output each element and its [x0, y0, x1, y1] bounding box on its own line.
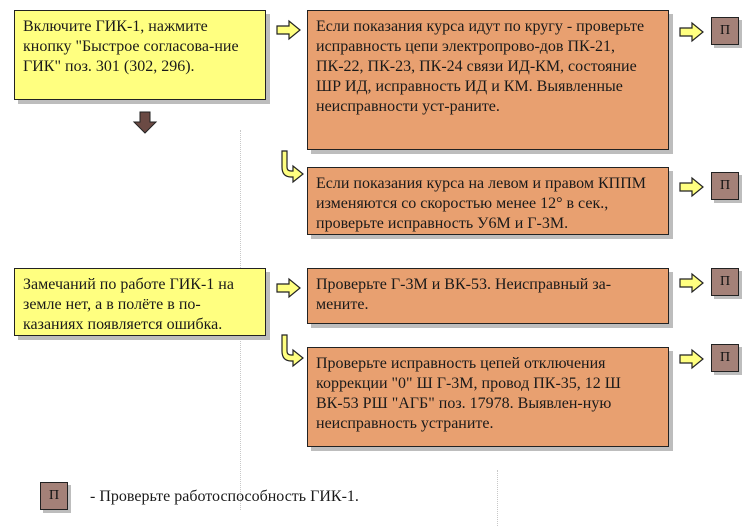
legend-marker: П [40, 482, 68, 510]
action-box-3 [307, 268, 669, 324]
down-arrow-icon [133, 112, 157, 134]
right-arrow-icon [679, 22, 705, 42]
right-arrow-icon [679, 177, 705, 197]
action-text-1: Если показания курса идут по кругу - проверьте исправность цепи электропрово-дов ПК-21, ПК-22, ПК-23, ПК-24 связи ИД-КМ, состояние ШР ИД, исправность ИД и КМ. Выявленные неисправности уст-раните. [316, 18, 645, 115]
bent-arrow-icon [279, 334, 305, 368]
right-arrow-icon [679, 349, 705, 369]
right-arrow-icon [276, 20, 302, 40]
action-text-4: Проверьте исправность цепей отключения коррекции "0" Ш Г-3М, провод ПК-35, 12 Ш ВК-53 РШ "АГБ" поз. 17978. Выявлен-ную неисправность устраните. [316, 355, 621, 432]
action-box-1 [307, 10, 669, 150]
action-text-3: Проверьте Г-3М и ВК-53. Неисправный за-мените. [316, 276, 612, 313]
right-arrow-icon [276, 278, 302, 298]
scan-line [497, 470, 498, 526]
action-text-2: Если показания курса на левом и правом КППМ изменяются со скоростью менее 12° в сек., проверьте исправность У6М и Г-3М. [316, 175, 646, 232]
action-box-2 [307, 167, 669, 235]
bent-arrow-icon [279, 150, 305, 184]
condition-box-2 [14, 268, 266, 336]
p-marker: П [711, 268, 739, 296]
condition-box-1 [14, 10, 266, 100]
p-marker: П [711, 172, 739, 200]
p-marker: П [711, 17, 739, 45]
condition-text-2: Замечаний по работе ГИК-1 на земле нет, а в полёте в по-казаниях появляется ошибка. [23, 276, 234, 333]
right-arrow-icon [679, 273, 705, 293]
action-box-4 [307, 347, 669, 447]
condition-text-1: Включите ГИК-1, нажмите кнопку "Быстрое согласова-ние ГИК" поз. 301 (302, 296). [23, 18, 239, 75]
p-marker: П [711, 344, 739, 372]
legend-text: - Проверьте работоспособность ГИК-1. [90, 488, 359, 505]
